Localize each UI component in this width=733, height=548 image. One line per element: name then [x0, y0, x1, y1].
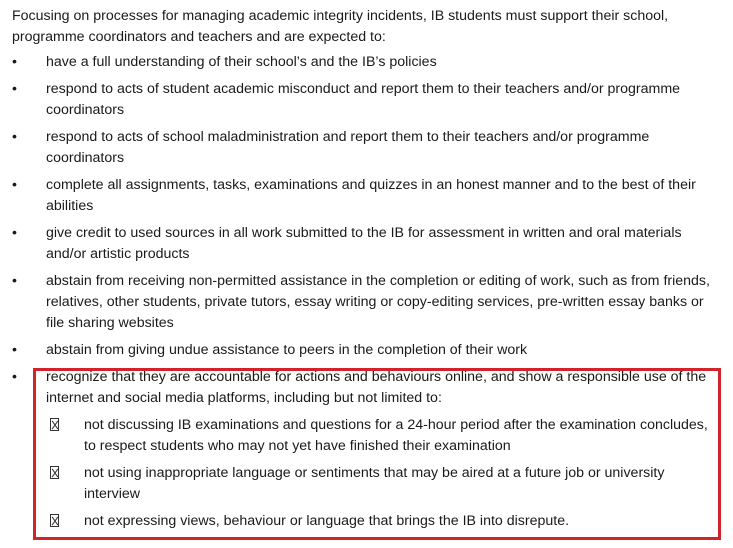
list-item [0, 175, 733, 217]
highlighted-item-text: recognize that they are accountable for actions and behaviours online, and show a responsible use of the internet and social media platforms, including but not limited to: [46, 369, 707, 406]
bullet-icon: • [12, 225, 17, 241]
sub-item-text: not using inappropriate language or sentiments that may be aired at a future job or university interview [84, 465, 665, 502]
bullet-icon: • [12, 81, 17, 97]
list-item-text: complete all assignments, tasks, examinations and quizzes in an honest manner and to the best of their abilities [46, 177, 696, 214]
list-item [0, 340, 733, 361]
bullet-icon: • [12, 54, 17, 70]
list-item-text: give credit to used sources in all work submitted to the IB for assessment in written and oral materials and/or artistic products [46, 225, 682, 262]
sub-item-text: not expressing views, behaviour or language that brings the IB into disrepute. [84, 513, 570, 529]
list-item-text: have a full understanding of their school’s and the IB’s policies [46, 54, 437, 70]
list-item-text: respond to acts of student academic misconduct and report them to their teachers and/or programme coordinators [46, 81, 681, 118]
list-item [0, 52, 733, 73]
list-item-text: abstain from receiving non-permitted assistance in the completion or editing of work, such as from friends, relatives, other students, private tutors, essay writing or copy-editing services, pre-written essay banks or file sharing websites [46, 273, 710, 331]
bullet-icon: • [12, 177, 17, 193]
sub-item-text: not discussing IB examinations and questions for a 24-hour period after the examination concludes, to respect students who may not yet have finished their examination [84, 417, 708, 454]
highlight-box [33, 368, 721, 540]
list-item [0, 271, 733, 334]
list-item-text: abstain from giving undue assistance to peers in the completion of their work [46, 342, 528, 358]
bullet-icon: • [12, 342, 17, 358]
list-item-text: respond to acts of school maladministration and report them to their teachers and/or programme coordinators [46, 129, 650, 166]
list-item [0, 223, 733, 265]
list-item [0, 127, 733, 169]
bullet-icon: • [12, 273, 17, 289]
bullet-icon: • [12, 129, 17, 145]
bullet-icon: • [12, 369, 17, 385]
list-item [0, 79, 733, 121]
intro-paragraph: Focusing on processes for managing academic integrity incidents, IB students must support their school, programme coordinators and teachers and are expected to: [12, 8, 669, 45]
